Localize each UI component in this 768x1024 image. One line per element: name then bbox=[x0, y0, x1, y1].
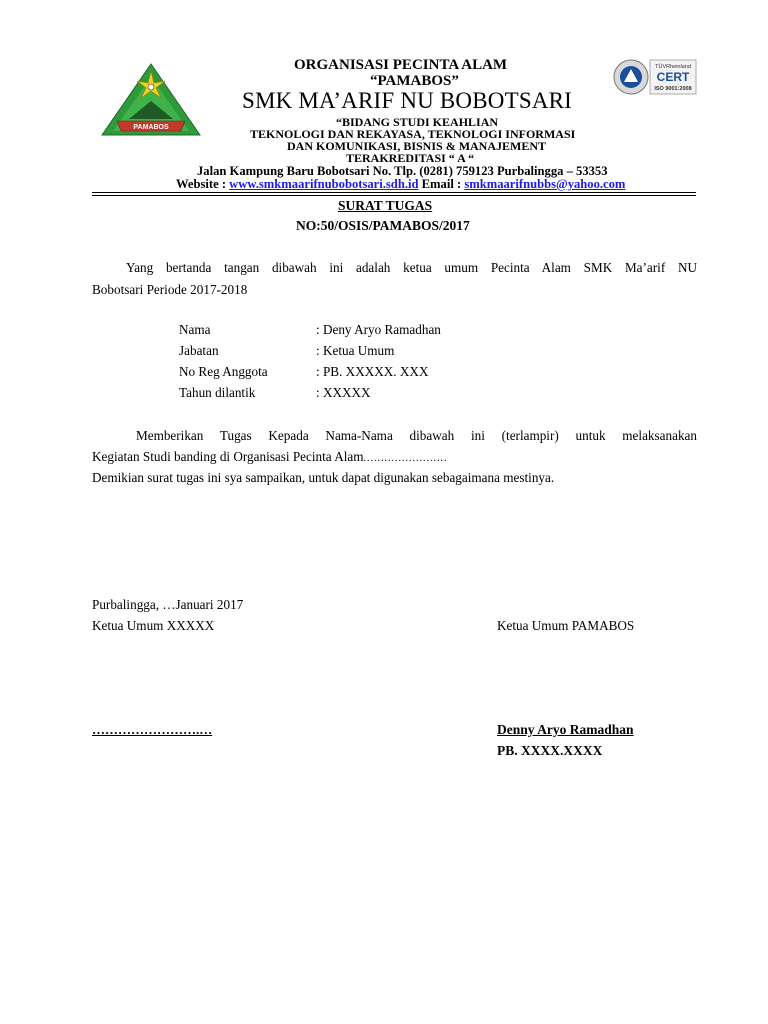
certification-badge bbox=[612, 58, 698, 96]
sign-left-name: …………………….… bbox=[92, 722, 213, 737]
field-label-tahun: Tahun dilantik bbox=[179, 385, 256, 400]
org-short-name: “PAMABOS” bbox=[370, 73, 459, 89]
field-value-no-reg: : PB. XXXXX. XXX bbox=[316, 364, 429, 379]
address: Jalan Kampung Baru Bobotsari No. Tlp. (0281) 759123 Purbalingga – 53353 bbox=[197, 164, 608, 178]
sign-right-id: PB. XXXX.XXXX bbox=[497, 743, 603, 758]
contact-line bbox=[176, 177, 625, 191]
pamabos-logo bbox=[99, 61, 203, 139]
cert-iso-text: ISO 9001:2008 bbox=[654, 86, 692, 92]
website-link[interactable]: www.smkmaarifnubobotsari.sdh.id bbox=[229, 177, 419, 191]
email-link[interactable]: smkmaarifnubbs@yahoo.com bbox=[464, 177, 626, 191]
header-rule-thick bbox=[92, 192, 696, 193]
cert-small-text: TÜVRheinland bbox=[655, 64, 691, 70]
task-dots: ........................ bbox=[363, 453, 448, 464]
logo-text: PAMABOS bbox=[133, 124, 169, 131]
field-value-tahun: : XXXXX bbox=[316, 385, 371, 400]
field-line-2: DAN KOMUNIKASI, BISNIS & MANAJEMENT bbox=[287, 139, 547, 153]
task-line-1: Memberikan Tugas Kepada Nama-Nama dibawah ini (terlampir) untuk melaksanakan bbox=[136, 428, 697, 443]
field-value-jabatan: : Ketua Umum bbox=[316, 343, 395, 358]
task-line-2-wrap bbox=[92, 449, 448, 465]
letter-title: SURAT TUGAS bbox=[338, 198, 433, 213]
header-rule-thin bbox=[92, 195, 696, 196]
letter-number: NO:50/OSIS/PAMABOS/2017 bbox=[296, 218, 470, 233]
field-label-nama: Nama bbox=[179, 322, 211, 337]
closing-sentence: Demikian surat tugas ini sya sampaikan, untuk dapat digunakan sebagaimana mestinya. bbox=[92, 470, 555, 485]
website-label: Website : bbox=[176, 177, 230, 191]
intro-line-2: Bobotsari Periode 2017-2018 bbox=[92, 282, 248, 297]
field-value-nama: : Deny Aryo Ramadhan bbox=[316, 322, 441, 337]
place-date: Purbalingga, …Januari 2017 bbox=[92, 597, 244, 612]
sign-left-role: Ketua Umum XXXXX bbox=[92, 618, 215, 633]
intro-line-1: Yang bertanda tangan dibawah ini adalah ketua umum Pecinta Alam SMK Ma’arif NU bbox=[126, 260, 697, 275]
task-line-2: Kegiatan Studi banding di Organisasi Pecinta Alam bbox=[92, 449, 364, 464]
field-label-jabatan: Jabatan bbox=[179, 343, 219, 358]
email-label: Email : bbox=[418, 177, 465, 191]
field-line-1: TEKNOLOGI DAN REKAYASA, TEKNOLOGI INFORMASI bbox=[250, 127, 576, 141]
accreditation: TERAKREDITASI “ A “ bbox=[346, 151, 475, 165]
field-title: “BIDANG STUDI KEAHLIAN bbox=[336, 115, 499, 129]
field-label-no-reg: No Reg Anggota bbox=[179, 364, 268, 379]
school-name: SMK MA’ARIF NU BOBOTSARI bbox=[242, 88, 573, 113]
sign-right-name: Denny Aryo Ramadhan bbox=[497, 722, 634, 737]
org-name: ORGANISASI PECINTA ALAM bbox=[294, 57, 508, 73]
cert-big-text: CERT bbox=[656, 70, 690, 84]
sign-right-role: Ketua Umum PAMABOS bbox=[497, 618, 635, 633]
